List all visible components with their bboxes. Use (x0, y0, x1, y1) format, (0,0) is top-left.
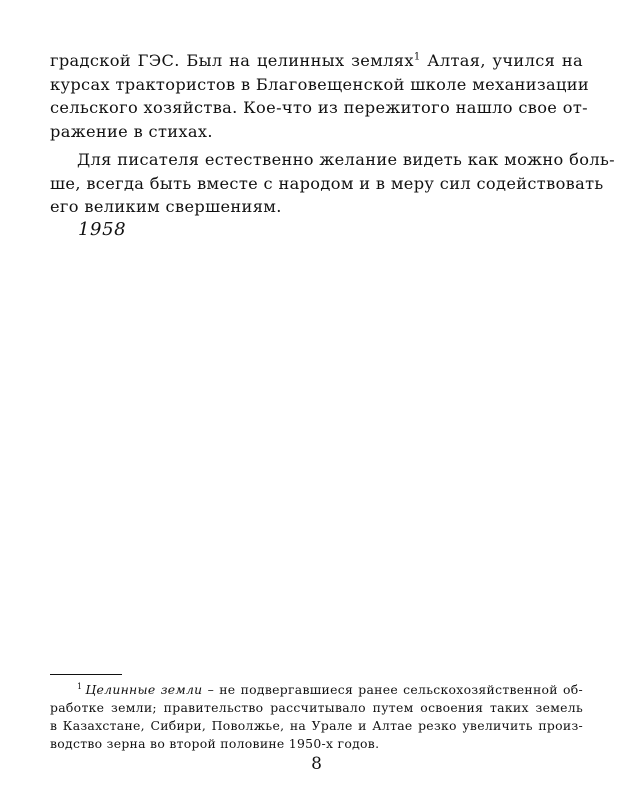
paragraph-2 (50, 148, 615, 219)
paragraph-1-line-2: курсах трактористов в Благовещенской школе механизации (50, 74, 590, 94)
footnote-line-4: водство зерна во второй половине 1950-х годов. (50, 736, 380, 751)
paragraph-1 (50, 49, 590, 143)
text-segment: Алтая, учился на (420, 51, 583, 70)
footnote-line-2: работке земли; правительство рассчитывало путем освоения таких земель (50, 700, 583, 715)
footnote-mark: 1 (77, 681, 83, 691)
paragraph-1-line-1 (50, 49, 583, 73)
paragraph-2-line-2: ше, всегда быть вместе с народом и в меру сил содействовать (50, 173, 604, 193)
book-page (50, 49, 615, 789)
footnote-divider (50, 674, 122, 675)
paragraph-2-line-1: Для писателя естественно желание видеть как можно боль- (77, 150, 615, 169)
footnote-line-1 (50, 681, 583, 699)
footnote-line-3: в Казахстане, Сибири, Поволжье, на Урале и Алтае резко увеличить произ- (50, 718, 583, 733)
page-number: 8 (311, 754, 322, 774)
text-segment: градской ГЭС. Был на целинных землях (50, 51, 414, 70)
paragraph-1-line-3: сельского хозяйства. Кое-что из пережитого нашло свое от- (50, 98, 588, 117)
footnote-term: Целинные земли (85, 682, 203, 697)
footnote-text: – не подвергавшиеся ранее сельскохозяйственной об- (202, 682, 583, 697)
date-year: 1958 (78, 219, 127, 240)
footnote (50, 681, 583, 753)
paragraph-2-line-3: его великим свершениям. (50, 197, 282, 216)
paragraph-1-line-4: ражение в стихах. (50, 121, 213, 141)
footnote-reference[interactable]: 1 (413, 51, 421, 63)
main-text (50, 49, 615, 219)
